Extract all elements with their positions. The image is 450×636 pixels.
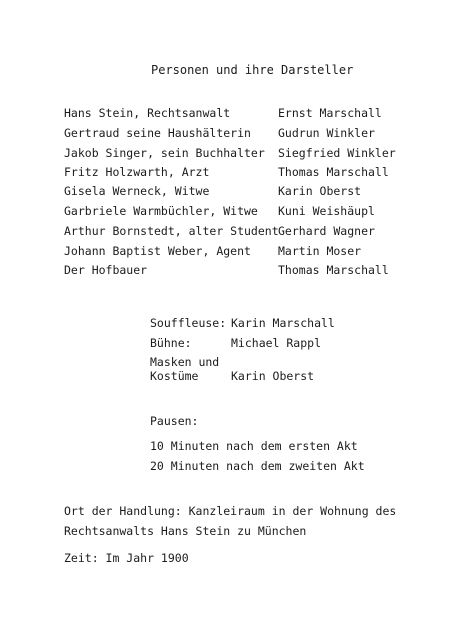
cast-role: Garbriele Warmbüchler, Witwe bbox=[64, 204, 258, 218]
cast-actor: Gerhard Wagner bbox=[278, 224, 375, 238]
cast-actor: Thomas Marschall bbox=[278, 263, 389, 277]
cast-role: Jakob Singer, sein Buchhalter bbox=[64, 146, 265, 160]
cast-actor: Siegfried Winkler bbox=[278, 146, 396, 160]
cast-actor: Thomas Marschall bbox=[278, 165, 389, 179]
cast-role: Hans Stein, Rechtsanwalt bbox=[64, 106, 231, 120]
setting-line: Rechtsanwalts Hans Stein zu München bbox=[64, 524, 307, 538]
cast-actor: Karin Oberst bbox=[278, 184, 362, 198]
kostueme-label: Kostüme bbox=[150, 369, 199, 383]
souffleuse-label: Souffleuse: bbox=[150, 316, 227, 330]
cast-role: Gisela Werneck, Witwe bbox=[64, 184, 210, 198]
cast-role: Fritz Holzwarth, Arzt bbox=[64, 165, 210, 179]
cast-role: Gertraud seine Haushälterin bbox=[64, 126, 251, 140]
cast-actor: Ernst Marschall bbox=[278, 106, 382, 120]
cast-role: Der Hofbauer bbox=[64, 263, 148, 277]
buehne-value: Michael Rappl bbox=[231, 336, 322, 350]
cast-actor: Kuni Weishäupl bbox=[278, 204, 375, 218]
masken-label: Masken und bbox=[150, 355, 220, 369]
cast-actor: Martin Moser bbox=[278, 244, 362, 258]
pausen-label: Pausen: bbox=[150, 414, 199, 428]
time-line: Zeit: Im Jahr 1900 bbox=[64, 551, 189, 565]
souffleuse-value: Karin Marschall bbox=[231, 316, 335, 330]
cast-actor: Gudrun Winkler bbox=[278, 126, 375, 140]
cast-role: Johann Baptist Weber, Agent bbox=[64, 244, 251, 258]
page-title: Personen und ihre Darsteller bbox=[151, 63, 354, 77]
masken-value: Karin Oberst bbox=[231, 369, 315, 383]
cast-role: Arthur Bornstedt, alter Student bbox=[64, 224, 279, 238]
buehne-label: Bühne: bbox=[150, 336, 192, 350]
setting-line: Ort der Handlung: Kanzleiraum in der Wohnung des bbox=[64, 504, 397, 518]
pause-item: 20 Minuten nach dem zweiten Akt bbox=[150, 459, 365, 473]
pause-item: 10 Minuten nach dem ersten Akt bbox=[150, 439, 358, 453]
